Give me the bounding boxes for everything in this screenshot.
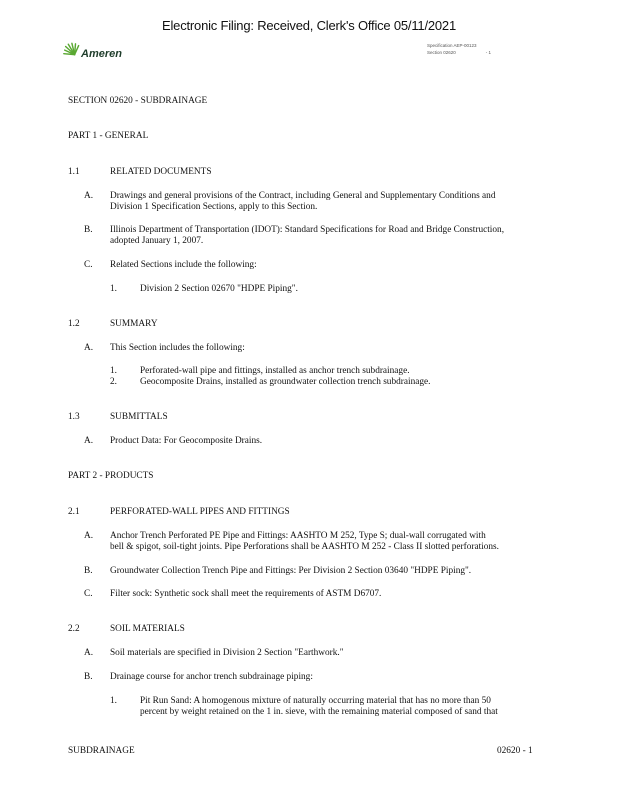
- item-2-2-b-1-line-2: percent by weight retained on the 1 in. sieve, with the remaining material composed of sand that: [140, 707, 498, 717]
- filing-stamp: Electronic Filing: Received, Clerk's Office 05/11/2021: [162, 18, 456, 33]
- para-2-1-b-letter: B.: [84, 566, 93, 576]
- item-1-2-a-1-text: Perforated-wall pipe and fittings, installed as anchor trench subdrainage.: [140, 366, 410, 376]
- para-1-3-a-text: Product Data: For Geocomposite Drains.: [110, 436, 263, 446]
- article-2-2-number: 2.2: [68, 624, 80, 634]
- logo-text: Ameren: [81, 48, 122, 60]
- spec-number: Specification AEP-00123: [427, 43, 477, 48]
- para-1-1-b-line-2: adopted January 1, 2007.: [110, 236, 204, 246]
- spec-page: - 1: [485, 50, 492, 55]
- item-1-2-a-2-number: 2.: [110, 377, 117, 387]
- para-1-2-a-letter: A.: [84, 343, 94, 353]
- article-2-2-title: SOIL MATERIALS: [110, 624, 185, 634]
- item-2-2-b-1-number: 1.: [110, 696, 117, 706]
- part-2-heading: PART 2 - PRODUCTS: [68, 471, 154, 481]
- para-2-1-a-line-1: Anchor Trench Perforated PE Pipe and Fittings: AASHTO M 252, Type S; dual-wall corrugated with: [110, 531, 486, 541]
- para-1-1-a-letter: A.: [84, 191, 94, 201]
- para-1-1-c-text: Related Sections include the following:: [110, 260, 257, 270]
- para-2-1-c-text: Filter sock: Synthetic sock shall meet the requirements of ASTM D6707.: [110, 589, 382, 599]
- para-1-1-c-letter: C.: [84, 260, 93, 270]
- article-1-2-number: 1.2: [68, 319, 80, 329]
- para-1-1-a-line-1: Drawings and general provisions of the Contract, including General and Supplementary Conditions and: [110, 191, 496, 201]
- ameren-starburst-icon: [62, 42, 80, 60]
- para-2-1-b-text: Groundwater Collection Trench Pipe and Fittings: Per Division 2 Section 03640 "HDPE Piping".: [110, 566, 472, 576]
- para-2-2-a-letter: A.: [84, 648, 94, 658]
- ameren-logo: [62, 40, 122, 62]
- para-2-2-b-letter: B.: [84, 672, 93, 682]
- article-1-3-number: 1.3: [68, 412, 80, 422]
- item-1-1-c-1-text: Division 2 Section 02670 "HDPE Piping".: [140, 284, 298, 294]
- spec-section: Section 02620: [427, 50, 456, 55]
- para-1-1-b-letter: B.: [84, 225, 93, 235]
- para-2-1-c-letter: C.: [84, 589, 93, 599]
- para-2-1-a-letter: A.: [84, 531, 94, 541]
- para-1-2-a-text: This Section includes the following:: [110, 343, 245, 353]
- part-1-heading: PART 1 - GENERAL: [68, 131, 149, 141]
- article-1-1-number: 1.1: [68, 167, 80, 177]
- para-1-1-a-line-2: Division 1 Specification Sections, apply to this Section.: [110, 202, 318, 212]
- article-2-1-number: 2.1: [68, 507, 80, 517]
- item-1-2-a-1-number: 1.: [110, 366, 117, 376]
- footer-page-number: 02620 - 1: [497, 746, 533, 756]
- footer-section-name: SUBDRAINAGE: [68, 746, 135, 756]
- section-title: SECTION 02620 - SUBDRAINAGE: [68, 96, 208, 106]
- item-2-2-b-1-line-1: Pit Run Sand: A homogenous mixture of naturally occurring material that has no more than 50: [140, 696, 491, 706]
- article-1-1-title: RELATED DOCUMENTS: [110, 167, 212, 177]
- item-1-1-c-1-number: 1.: [110, 284, 117, 294]
- para-2-2-b-text: Drainage course for anchor trench subdrainage piping:: [110, 672, 313, 682]
- para-2-2-a-text: Soil materials are specified in Division 2 Section "Earthwork.": [110, 648, 344, 658]
- article-1-2-title: SUMMARY: [110, 319, 158, 329]
- article-1-3-title: SUBMITTALS: [110, 412, 168, 422]
- para-2-1-a-line-2: bell & spigot, soil-tight joints. Pipe Perforations shall be AASHTO M 252 - Class II slotted perforations.: [110, 542, 499, 552]
- article-2-1-title: PERFORATED-WALL PIPES AND FITTINGS: [110, 507, 290, 517]
- para-1-1-b-line-1: Illinois Department of Transportation (IDOT): Standard Specifications for Road and Bridge Construction,: [110, 225, 505, 235]
- para-1-3-a-letter: A.: [84, 436, 94, 446]
- item-1-2-a-2-text: Geocomposite Drains, installed as groundwater collection trench subdrainage.: [140, 377, 431, 387]
- spec-reference: [427, 42, 491, 56]
